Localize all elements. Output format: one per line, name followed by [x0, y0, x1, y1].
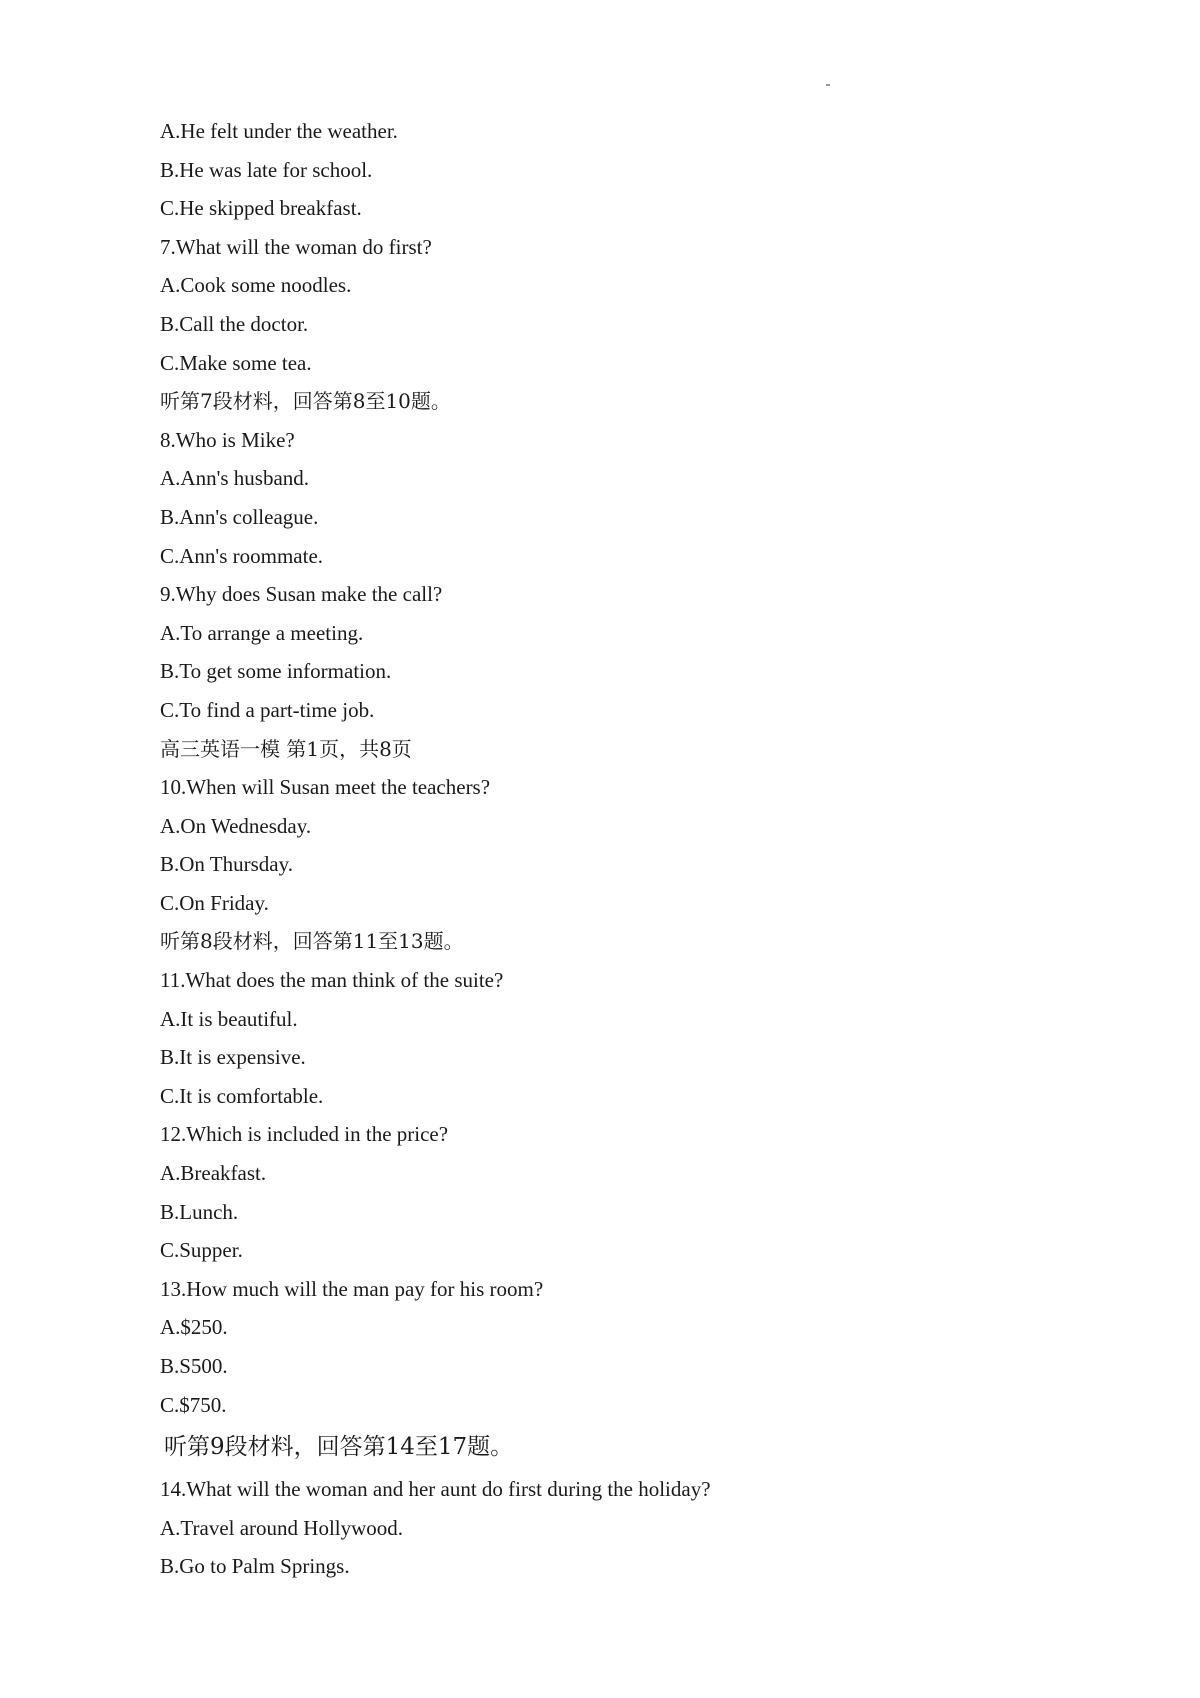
question-line: 9.Why does Susan make the call? [160, 582, 443, 607]
page-footer: 高三英语一模 第1页，共8页 [160, 736, 412, 761]
option-line: B.Lunch. [160, 1199, 239, 1224]
option-line: C.To find a part-time job. [160, 697, 375, 722]
option-line: B.On Thursday. [160, 852, 293, 877]
option-line: C.He skipped breakfast. [160, 196, 362, 221]
corner-mark [826, 84, 830, 86]
option-line: A.$250. [160, 1315, 228, 1340]
question-line: 10.When will Susan meet the teachers? [160, 775, 491, 800]
option-line: A.To arrange a meeting. [160, 620, 364, 645]
option-line: C.It is comfortable. [160, 1083, 324, 1108]
option-line: A.On Wednesday. [160, 813, 312, 838]
option-line: B.Go to Palm Springs. [160, 1554, 350, 1579]
question-line: 11.What does the man think of the suite? [160, 968, 504, 993]
option-line: A.Cook some noodles. [160, 273, 352, 298]
document-body [160, 112, 1060, 1586]
option-line: B.He was late for school. [160, 157, 373, 182]
option-line: A.He felt under the weather. [160, 119, 398, 143]
option-line: C.On Friday. [160, 890, 269, 915]
section-instruction: 听第8段材料，回答第11至13题。 [160, 929, 464, 954]
question-line: 13.How much will the man pay for his room? [160, 1276, 544, 1301]
question-line: 7.What will the woman do first? [160, 234, 432, 259]
option-line: C.Make some tea. [160, 350, 312, 375]
option-line: C.$750. [160, 1392, 227, 1417]
question-line: 14.What will the woman and her aunt do first during the holiday? [160, 1477, 711, 1502]
option-line: B.Call the doctor. [160, 311, 309, 336]
option-line: A.Travel around Hollywood. [160, 1515, 404, 1540]
option-line: B.To get some information. [160, 659, 392, 684]
option-line: A.Breakfast. [160, 1161, 267, 1186]
section-instruction: 听第9段材料，回答第14至17题。 [164, 1434, 514, 1461]
option-line: B.Ann's colleague. [160, 504, 319, 529]
question-line: 8.Who is Mike? [160, 427, 295, 452]
option-line: C.Ann's roommate. [160, 543, 324, 568]
option-line: B.It is expensive. [160, 1045, 306, 1070]
section-instruction: 听第7段材料，回答第8至10题。 [160, 389, 451, 414]
option-line: A.It is beautiful. [160, 1006, 298, 1031]
option-line: B.S500. [160, 1354, 228, 1378]
question-line: 12.Which is included in the price? [160, 1122, 449, 1147]
option-line: A.Ann's husband. [160, 466, 310, 491]
option-line: C.Supper. [160, 1238, 243, 1263]
